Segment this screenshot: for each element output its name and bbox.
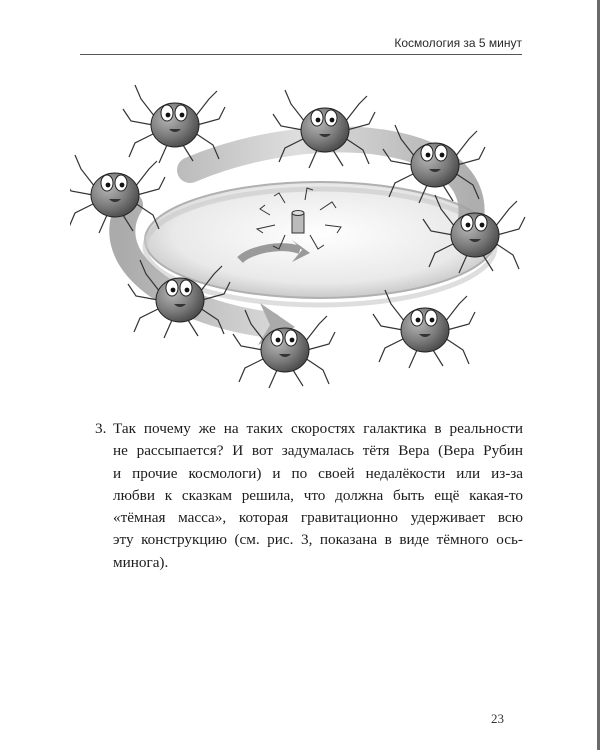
page-number: 23 bbox=[491, 711, 504, 726]
paragraph-line: любви к сказкам решила, что должна быть ещё какая-то bbox=[113, 486, 523, 504]
running-header: Космология за 5 минут bbox=[394, 36, 522, 50]
paragraph-line: и прочие космологи) и по своей недалёкости или из-за bbox=[113, 464, 523, 482]
paragraph-line: эту конструкцию (см. рис. 3, показана в виде тёмного ось- bbox=[113, 531, 523, 549]
header-divider bbox=[80, 54, 522, 55]
paragraph-line: минога). bbox=[113, 553, 169, 571]
body-paragraph bbox=[113, 418, 523, 574]
list-item-number: 3. bbox=[95, 420, 107, 437]
galaxy-disk bbox=[145, 182, 495, 298]
paragraph-line: «тёмная масса», которая гравитационно удерживает всю bbox=[113, 509, 523, 527]
galaxy-with-spiders-illustration bbox=[70, 75, 530, 395]
paragraph-line: не рассыпается? И вот задумалась тётя Вера (Вера Рубин bbox=[113, 442, 523, 460]
paragraph-line: Так почему же на таких скоростях галактика в реальности bbox=[113, 420, 523, 437]
